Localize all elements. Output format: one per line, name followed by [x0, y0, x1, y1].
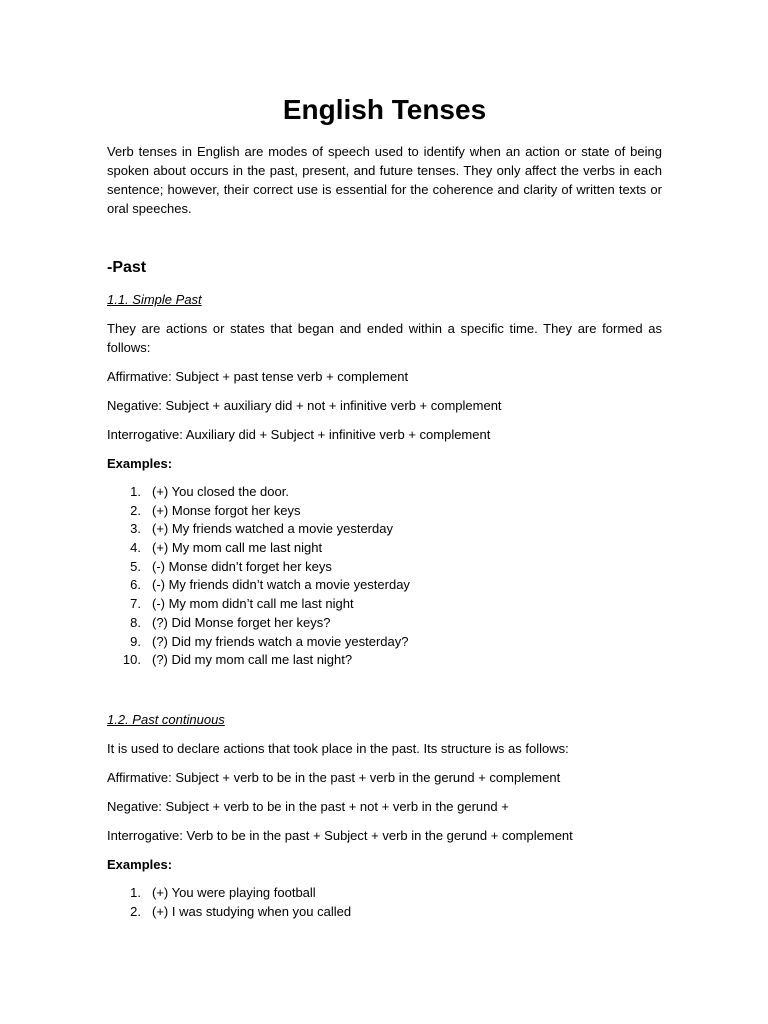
- simple-past-description: They are actions or states that began and ended within a specific time. They are formed as follows:: [107, 321, 662, 355]
- list-item: [107, 595, 662, 614]
- list-item-number: 3.: [130, 521, 141, 537]
- subheading-past-continuous: 1.2. Past continuous: [107, 712, 225, 727]
- list-item: [107, 633, 662, 652]
- list-item-text: (+) You were playing football: [152, 885, 316, 900]
- list-item: [107, 651, 662, 670]
- simple-past-negative: Negative: Subject + auxiliary did + not + infinitive verb + complement: [107, 398, 502, 413]
- document-title: English Tenses: [282, 94, 487, 125]
- list-item-text: (-) My mom didn’t call me last night: [152, 596, 354, 612]
- subheading-simple-past: 1.1. Simple Past: [107, 292, 202, 307]
- list-item-text: (+) You closed the door.: [152, 484, 289, 499]
- list-item-text: (-) Monse didn’t forget her keys: [152, 558, 332, 574]
- section-heading-past: -Past: [107, 259, 147, 276]
- list-item-text: (?) Did Monse forget her keys?: [152, 614, 331, 630]
- list-item-number: 8.: [130, 614, 141, 630]
- list-item: [107, 576, 662, 595]
- simple-past-affirmative: Affirmative: Subject + past tense verb + complement: [107, 369, 409, 384]
- list-item: [107, 483, 662, 502]
- list-item-text: (+) My mom call me last night: [152, 540, 323, 556]
- list-item: [107, 614, 662, 633]
- list-item-number: 2.: [130, 502, 141, 518]
- past-continuous-affirmative: Affirmative: Subject + verb to be in the past + verb in the gerund + complement: [107, 770, 561, 785]
- list-item-number: 7.: [130, 596, 141, 612]
- past-continuous-examples-label: Examples:: [107, 857, 173, 872]
- list-item: [107, 884, 662, 903]
- list-item-number: 1.: [130, 885, 141, 900]
- list-item: [107, 539, 662, 558]
- past-continuous-interrogative: Interrogative: Verb to be in the past + Subject + verb in the gerund + complement: [107, 828, 573, 843]
- list-item-number: 5.: [130, 558, 141, 574]
- list-item-number: 10.: [122, 652, 141, 668]
- past-continuous-examples-list: [107, 884, 662, 921]
- simple-past-examples-list: [107, 483, 662, 670]
- list-item-number: 4.: [130, 540, 141, 556]
- list-item-text: (+) Monse forgot her keys: [152, 502, 301, 518]
- list-item-text: (+) My friends watched a movie yesterday: [152, 521, 393, 537]
- list-item: [107, 903, 662, 922]
- list-item-text: (+) I was studying when you called: [152, 903, 352, 919]
- list-item-number: 1.: [130, 484, 141, 499]
- simple-past-interrogative: Interrogative: Auxiliary did + Subject + infinitive verb + complement: [107, 427, 491, 442]
- list-item: [107, 520, 662, 539]
- past-continuous-description: It is used to declare actions that took place in the past. Its structure is as follows:: [107, 741, 569, 756]
- past-continuous-negative: Negative: Subject + verb to be in the past + not + verb in the gerund +: [107, 799, 509, 814]
- list-item: [107, 558, 662, 577]
- list-item-text: (?) Did my friends watch a movie yesterday?: [152, 633, 409, 649]
- list-item-text: (?) Did my mom call me last night?: [152, 652, 353, 668]
- list-item-number: 9.: [130, 633, 141, 649]
- intro-paragraph: Verb tenses in English are modes of speech used to identify when an action or state of being spoken about occurs in the past, present, and future tenses. They only affect the verbs in each sentence; however, their correct use is essential for the coherence and clarity of written texts or oral speeches.: [107, 144, 662, 216]
- list-item-number: 2.: [130, 903, 141, 919]
- list-item: [107, 502, 662, 521]
- list-item-text: (-) My friends didn’t watch a movie yesterday: [152, 577, 410, 593]
- list-item-number: 6.: [130, 577, 141, 593]
- simple-past-examples-label: Examples:: [107, 456, 173, 471]
